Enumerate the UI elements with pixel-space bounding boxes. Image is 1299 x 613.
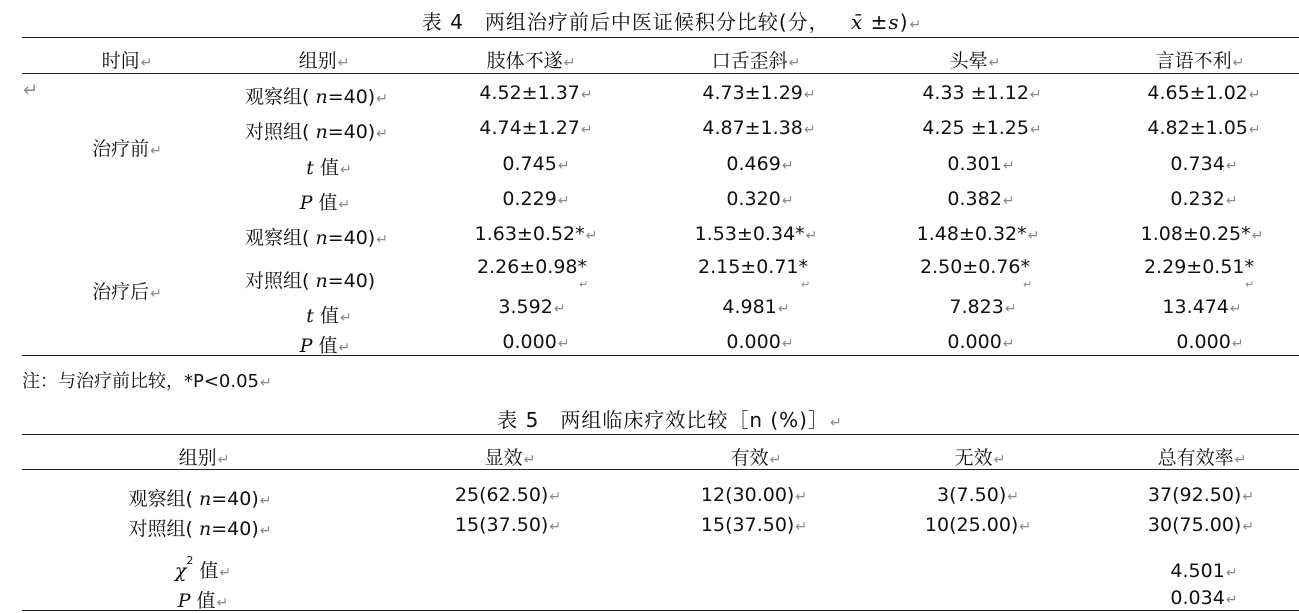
table4-cell: 1.63±0.52*↵ (474, 223, 598, 245)
table4-cell: 13.474↵ (1162, 296, 1242, 318)
table4-cell: 4.73±1.29↵ (702, 82, 816, 104)
table4-note: 注：与治疗前比较，*P<0.05↵ (22, 371, 272, 392)
table4-cell: 2.26±0.98* (476, 256, 588, 278)
paragraph-mark: ↵ (23, 80, 39, 101)
table4-time-after: 治疗后↵ (92, 281, 162, 303)
table5-cell: 25(62.50)↵ (454, 484, 562, 506)
table5-row-chi2: $\chi^2$ 值↵ (174, 554, 232, 582)
table4-header-rule (22, 73, 1299, 74)
table4-header-col3: 头晕↵ (949, 50, 1001, 72)
table4-row-t-after: t 值↵ (306, 305, 352, 327)
table4-cell: 4.74±1.27↵ (479, 117, 593, 139)
table5-header-col1: 显效↵ (484, 447, 536, 469)
table5-chi2-value: 4.501↵ (1170, 560, 1238, 582)
table4-header-col2: 口舌歪斜↵ (711, 50, 801, 72)
table4-row-ctl-after: 对照组( n=40) (245, 270, 376, 292)
table4-top-rule (22, 37, 1299, 38)
table5-header-col3: 无效↵ (954, 447, 1006, 469)
table5-cell: 3(7.50)↵ (937, 484, 1019, 506)
table4-cell: 0.301↵ (947, 153, 1015, 175)
table4-bottom-rule (22, 355, 1299, 356)
table4-row-obs-after: 观察组( n=40)↵ (245, 227, 388, 249)
table4-header-col1: 肢体不遂↵ (486, 50, 576, 72)
table5-title: 表 5 两组临床疗效比较［n (%)］↵ (497, 408, 843, 432)
table4-cell: 3.592↵ (498, 296, 566, 318)
table4-cell: 2.50±0.76* (919, 256, 1031, 278)
table5-cell: 15(37.50)↵ (700, 514, 808, 536)
table4-header-time: 时间↵ (101, 50, 153, 72)
table5-top-rule (22, 434, 1299, 435)
table5-header-col2: 有效↵ (730, 447, 782, 469)
table4-cell: 4.981↵ (722, 296, 790, 318)
table4-cell: 4.82±1.05↵ (1147, 117, 1261, 139)
table4-cell: 1.53±0.34*↵ (694, 223, 818, 245)
paragraph-mark: ↵ (801, 278, 811, 291)
table4-header-group: 组别↵ (298, 50, 350, 72)
paragraph-mark: ↵ (1023, 278, 1033, 291)
table4-row-ctl-before: 对照组( n=40)↵ (245, 121, 388, 143)
table4-cell: 4.52±1.37↵ (479, 82, 593, 104)
table4-cell: 4.87±1.38↵ (702, 117, 816, 139)
table5-p-value: 0.034↵ (1170, 587, 1238, 609)
table4-cell: 0.229↵ (502, 188, 570, 210)
table5-row-p: P 值↵ (177, 590, 229, 612)
table4-cell: 4.25 ±1.25↵ (922, 117, 1042, 139)
table4-cell: 0.000↵ (1176, 331, 1244, 353)
table4-cell: 0.000↵ (502, 331, 570, 353)
table4-row-p-after: P 值↵ (299, 335, 351, 357)
table4-time-before: 治疗前↵ (92, 138, 162, 160)
table5-cell: 15(37.50)↵ (454, 514, 562, 536)
table4-row-p-before: P 值↵ (299, 192, 351, 214)
table4-title: 表 4 两组治疗前后中医证候积分比较(分， x̄ ±s)↵ (421, 10, 923, 34)
table5-cell: 10(25.00)↵ (924, 514, 1032, 536)
table5-row-ctl: 对照组( n=40)↵ (128, 518, 272, 540)
table4-cell: 0.000↵ (726, 331, 794, 353)
table4-cell: 0.469↵ (726, 153, 794, 175)
table5-cell: 37(92.50)↵ (1147, 484, 1255, 506)
table4-cell: 0.320↵ (726, 188, 794, 210)
table5-header-group: 组别↵ (178, 447, 230, 469)
table4-cell: 1.08±0.25*↵ (1140, 223, 1264, 245)
table4-cell: 0.232↵ (1170, 188, 1238, 210)
table4-cell: 4.33 ±1.12↵ (922, 82, 1042, 104)
table5-cell: 30(75.00)↵ (1147, 514, 1255, 536)
table5-row-obs: 观察组( n=40)↵ (128, 488, 272, 510)
table4-cell: 0.382↵ (947, 188, 1015, 210)
table4-cell: 0.745↵ (502, 153, 570, 175)
table4-cell: 7.823↵ (949, 296, 1017, 318)
table4-row-t-before: t 值↵ (306, 157, 352, 179)
table4-row-obs-before: 观察组( n=40)↵ (245, 86, 388, 108)
table4-cell: 1.48±0.32*↵ (916, 223, 1040, 245)
table4-cell: 2.15±0.71* (697, 256, 809, 278)
table4-cell: 0.000↵ (947, 331, 1015, 353)
paragraph-mark: ↵ (579, 278, 589, 291)
table4-header-col4: 言语不利↵ (1155, 50, 1245, 72)
table5-cell: 12(30.00)↵ (700, 484, 808, 506)
table4-cell: 4.65±1.02↵ (1147, 82, 1261, 104)
paragraph-mark: ↵ (1245, 278, 1255, 291)
table4-cell: 0.734↵ (1170, 153, 1238, 175)
table4-cell: 2.29±0.51* (1143, 256, 1255, 278)
table5-header-col4: 总有效率↵ (1157, 447, 1247, 469)
